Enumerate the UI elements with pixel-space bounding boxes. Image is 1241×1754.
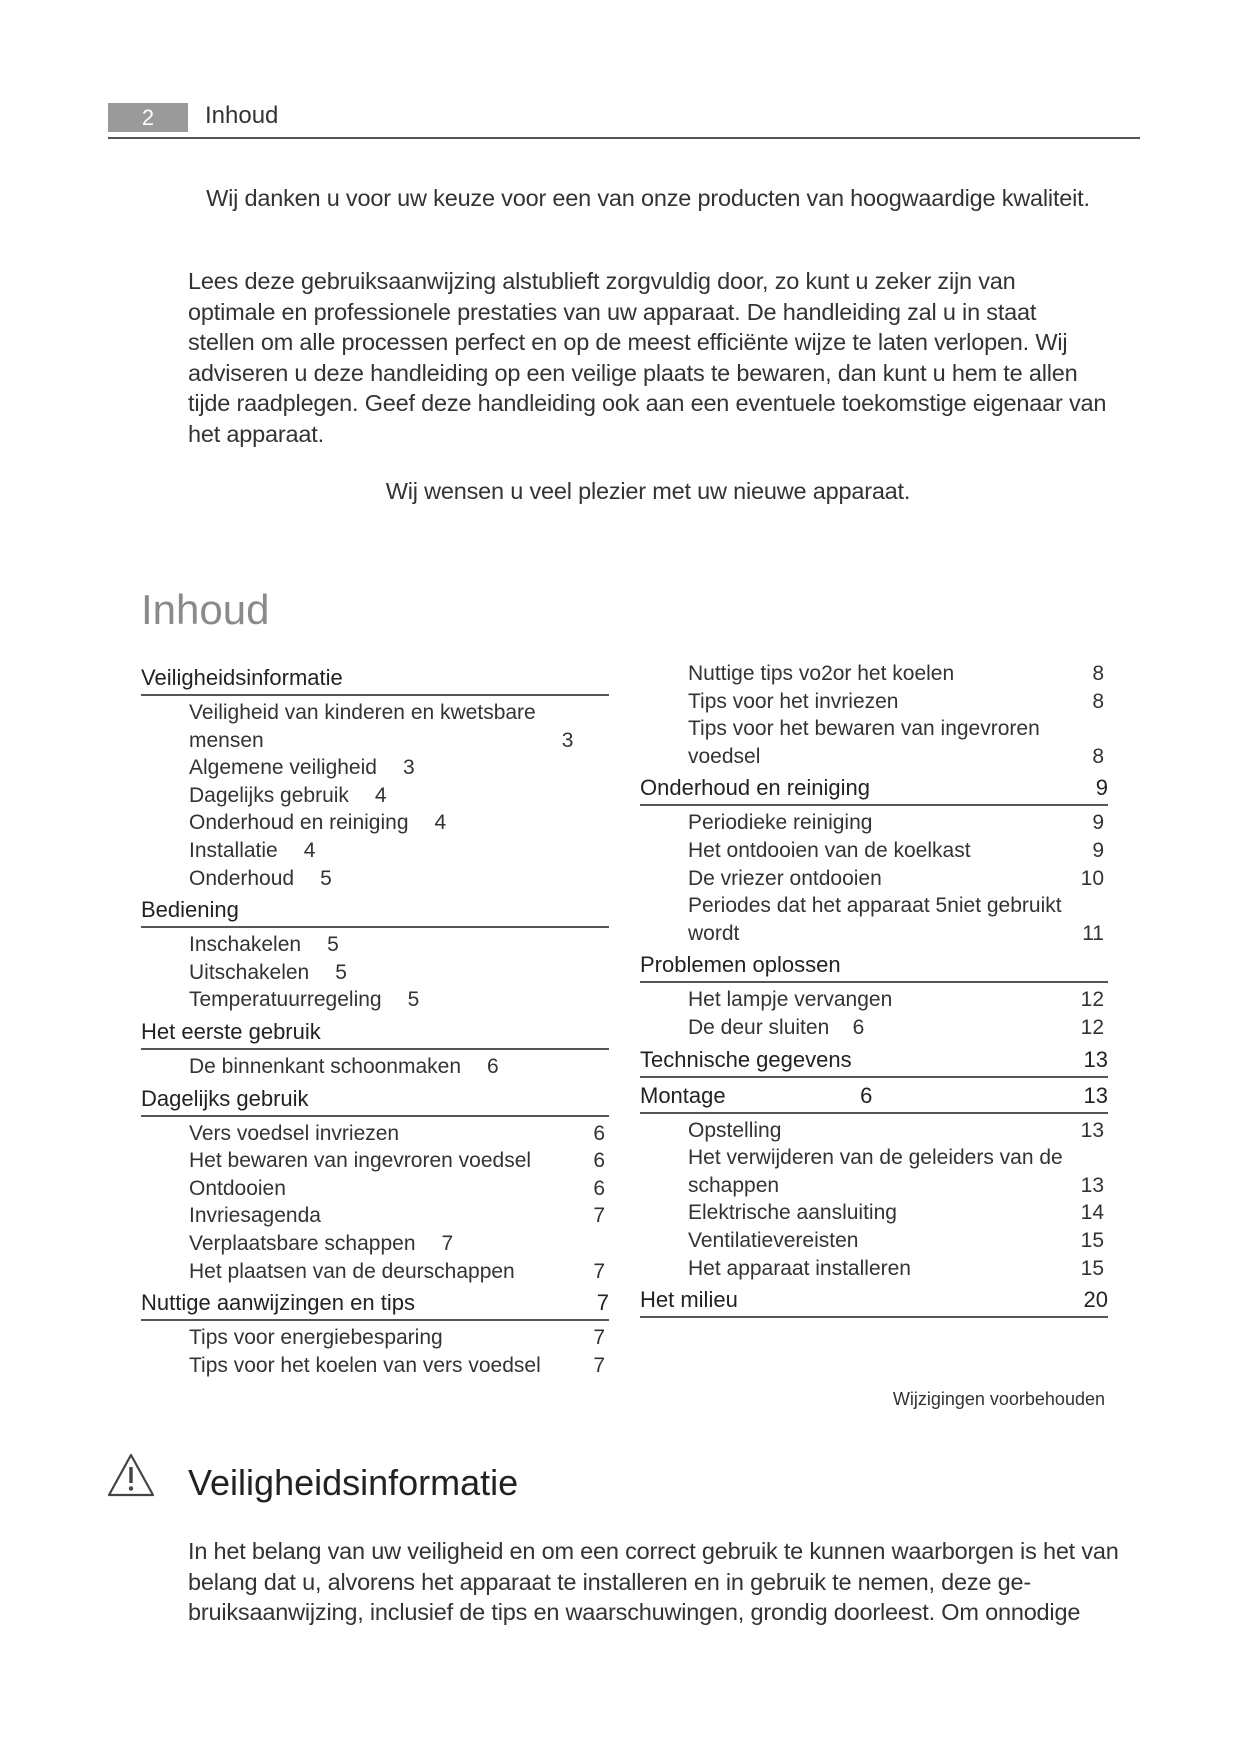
safety-body: In het belang van uw veiligheid en om een correct gebruik te kunnen waarborgen is het van belang dat u, alvorens het apparaat te installeren en in gebruik te nemen, deze ge-bruiksaanwijzing, inclusief de tips en waarschuwingen, grondig doorleest. Om onnodige bbox=[188, 1538, 1119, 1625]
toc-section[interactable] bbox=[640, 1286, 1108, 1318]
toc-page-number: 5 bbox=[335, 960, 347, 984]
toc-label: Nuttige tips vo2or het koelen bbox=[688, 662, 955, 685]
toc-label: Nuttige aanwijzingen en tips bbox=[141, 1290, 415, 1316]
toc-section[interactable] bbox=[640, 951, 1108, 983]
toc-label: Het ontdooien van de koelkast bbox=[688, 838, 971, 862]
toc-right-column bbox=[640, 660, 1108, 1321]
changes-note: Wijzigingen voorbehouden bbox=[892, 1389, 1105, 1409]
toc-page-number: 20 bbox=[1083, 1287, 1108, 1313]
toc-label: Veiligheid van kinderen en kwetsbare mensen bbox=[189, 701, 536, 752]
toc-label: Uitschakelen bbox=[189, 960, 310, 984]
toc-label: Problemen oplossen bbox=[640, 952, 841, 978]
toc-entry[interactable] bbox=[141, 1258, 609, 1286]
toc-page-number: 7 bbox=[596, 1290, 609, 1316]
intro-wish: Wij wensen u veel plezier met uw nieuwe apparaat. bbox=[385, 478, 911, 504]
toc-page-number: 8 bbox=[1092, 744, 1104, 768]
toc-label: Algemene veiligheid bbox=[189, 756, 377, 780]
toc-page-number: 7 bbox=[593, 1326, 605, 1350]
toc-page-number: 6 bbox=[593, 1176, 605, 1200]
toc-label: Onderhoud bbox=[189, 866, 295, 890]
toc-label: Het eerste gebruik bbox=[141, 1018, 321, 1044]
intro-body: Lees deze gebruiksaanwijzing alstublieft zorgvuldig door, zo kunt u zeker zijn van optimale en professionele prestaties van uw apparaat. De handleiding zal u in staat stellen om alle processen perfect en op de meest efficiënte wijze te laten verlopen. Wij adviseren u deze handleiding op een veilige plaats te bewaren, dan kunt u hem te allen tijde raadplegen. Geef deze handleiding ook aan een eventuele toekomstige eigenaar van het apparaat. bbox=[188, 268, 1107, 447]
toc-entry[interactable] bbox=[141, 782, 609, 810]
toc-page-number: 4 bbox=[303, 838, 316, 862]
toc-label: Ontdooien bbox=[189, 1176, 286, 1200]
toc-label: Dagelijks gebruik bbox=[189, 783, 349, 807]
toc-page-number: 13 bbox=[1080, 1173, 1104, 1197]
warning-triangle-icon bbox=[106, 1452, 156, 1498]
toc-entry[interactable] bbox=[640, 660, 1108, 688]
toc-page-number: 7 bbox=[593, 1259, 605, 1283]
toc-page-number: 10 bbox=[1080, 866, 1104, 890]
toc-label: Onderhoud en reiniging bbox=[640, 775, 870, 801]
toc-page-number: 4 bbox=[434, 811, 447, 835]
toc-entry[interactable] bbox=[141, 809, 609, 837]
toc-label: De deur sluiten 6 bbox=[688, 1015, 865, 1039]
toc-section[interactable] bbox=[141, 896, 609, 928]
toc-entry[interactable] bbox=[640, 1144, 1108, 1199]
toc-page-number: 5 bbox=[320, 866, 332, 890]
toc-label: Vers voedsel invriezen bbox=[189, 1121, 400, 1145]
toc-entry[interactable] bbox=[640, 809, 1108, 837]
toc-section[interactable] bbox=[141, 1085, 609, 1117]
toc-label: Tips voor het bewaren van ingevroren voedsel bbox=[688, 717, 1040, 768]
toc-label: Tips voor energiebesparing bbox=[189, 1326, 443, 1350]
toc-page-number: 8 bbox=[1092, 662, 1104, 685]
toc-entry[interactable] bbox=[141, 1175, 609, 1203]
toc-entry[interactable] bbox=[141, 865, 609, 893]
toc-label: Het milieu bbox=[640, 1287, 738, 1313]
toc-label: Het lampje vervangen bbox=[688, 988, 893, 1012]
toc-label: Het plaatsen van de deurschappen bbox=[189, 1259, 515, 1283]
toc-label: De vriezer ontdooien bbox=[688, 866, 882, 890]
toc-entry[interactable] bbox=[141, 959, 609, 987]
toc-label: Bediening bbox=[141, 897, 239, 923]
toc-entry[interactable] bbox=[141, 931, 609, 959]
toc-page-number: 9 bbox=[1095, 775, 1108, 801]
toc-section[interactable] bbox=[640, 774, 1108, 806]
toc-page-number: 15 bbox=[1080, 1228, 1104, 1252]
toc-entry[interactable] bbox=[141, 1324, 609, 1352]
toc-entry[interactable] bbox=[640, 1014, 1108, 1042]
header-title: Inhoud bbox=[205, 102, 279, 129]
toc-section[interactable] bbox=[640, 1046, 1108, 1078]
toc-page-number: 11 bbox=[1082, 921, 1104, 945]
toc-page-number: 7 bbox=[593, 1204, 605, 1228]
toc-label: Het bewaren van ingevroren voedsel bbox=[189, 1149, 532, 1173]
toc-entry[interactable] bbox=[640, 715, 1108, 770]
toc-label: Technische gegevens bbox=[640, 1046, 852, 1072]
toc-label: Onderhoud en reiniging bbox=[189, 811, 409, 835]
toc-entry[interactable] bbox=[141, 837, 609, 865]
toc-left-column bbox=[141, 660, 609, 1379]
toc-label: Het verwijderen van de geleiders van de schappen bbox=[688, 1146, 1063, 1197]
toc-entry[interactable] bbox=[141, 1147, 609, 1175]
toc-entry[interactable] bbox=[141, 699, 609, 754]
toc-label: Montage 6 bbox=[640, 1082, 873, 1108]
toc-label: Tips voor het koelen van vers voedsel bbox=[189, 1353, 541, 1377]
toc-label: Verplaatsbare schappen bbox=[189, 1231, 416, 1255]
toc-entry[interactable] bbox=[141, 1230, 609, 1258]
toc-label: Dagelijks gebruik bbox=[141, 1085, 309, 1111]
header-divider bbox=[108, 137, 1140, 139]
toc-label: De binnenkant schoonmaken bbox=[189, 1054, 462, 1078]
toc-page-number: 3 bbox=[402, 756, 415, 780]
toc-label: Veiligheidsinformatie bbox=[141, 665, 343, 690]
toc-page-number: 14 bbox=[1080, 1201, 1104, 1225]
toc-entry[interactable] bbox=[141, 754, 609, 782]
toc-page-number: 13 bbox=[1083, 1046, 1108, 1072]
toc-entry[interactable] bbox=[640, 837, 1108, 865]
toc-label: Periodes dat het apparaat 5niet gebruikt wordt bbox=[688, 894, 1062, 945]
toc-label: Installatie bbox=[189, 838, 278, 862]
toc-label: Elektrische aansluiting bbox=[688, 1201, 897, 1225]
toc-section[interactable] bbox=[141, 664, 609, 696]
toc-entry[interactable] bbox=[640, 1255, 1108, 1283]
toc-section[interactable] bbox=[640, 1082, 1108, 1114]
toc-label: Ventilatievereisten bbox=[688, 1228, 859, 1252]
toc-label: Invriesagenda bbox=[189, 1204, 321, 1228]
toc-page-number: 5 bbox=[407, 988, 420, 1012]
toc-page-number: 7 bbox=[593, 1353, 605, 1377]
toc-label: Periodieke reiniging bbox=[688, 811, 873, 835]
toc-page-number: 6 bbox=[487, 1054, 499, 1078]
intro-thanks: Wij danken u voor uw keuze voor een van onze producten van hoogwaardige kwaliteit. bbox=[206, 185, 1090, 211]
toc-entry[interactable] bbox=[141, 1053, 609, 1081]
toc-page-number: 13 bbox=[1083, 1082, 1108, 1108]
toc-page-number: 15 bbox=[1080, 1256, 1104, 1280]
toc-page-number: 12 bbox=[1080, 988, 1104, 1012]
toc-label: Temperatuurregeling bbox=[189, 988, 382, 1012]
toc-title: Inhoud bbox=[141, 586, 270, 633]
toc-entry[interactable] bbox=[141, 1120, 609, 1148]
toc-page-number: 9 bbox=[1092, 838, 1104, 862]
section-title: Veiligheidsinformatie bbox=[188, 1462, 519, 1503]
toc-section[interactable] bbox=[141, 1289, 609, 1321]
toc-entry[interactable] bbox=[640, 688, 1108, 716]
page-number-badge: 2 bbox=[108, 103, 188, 132]
toc-label: Opstelling bbox=[688, 1118, 782, 1142]
toc-label: Inschakelen bbox=[189, 933, 302, 957]
toc-entry[interactable] bbox=[640, 1117, 1108, 1145]
toc-page-number: 6 bbox=[593, 1121, 605, 1145]
toc-page-number: 8 bbox=[1092, 689, 1104, 713]
toc-page-number: 6 bbox=[593, 1149, 605, 1173]
toc-entry[interactable] bbox=[141, 1202, 609, 1230]
toc-page-number: 3 bbox=[561, 728, 574, 752]
toc-page-number: 12 bbox=[1080, 1015, 1104, 1039]
toc-entry[interactable] bbox=[640, 865, 1108, 893]
toc-page-number: 4 bbox=[374, 783, 387, 807]
toc-page-number: 5 bbox=[327, 933, 339, 957]
toc-page-number: 7 bbox=[441, 1231, 454, 1255]
toc-page-number: 9 bbox=[1092, 811, 1104, 835]
toc-label: Het apparaat installeren bbox=[688, 1256, 911, 1280]
toc-entry[interactable] bbox=[640, 1227, 1108, 1255]
toc-label: Tips voor het invriezen bbox=[688, 689, 899, 713]
toc-entry[interactable] bbox=[640, 986, 1108, 1014]
toc-entry[interactable] bbox=[141, 986, 609, 1014]
toc-entry[interactable] bbox=[640, 1199, 1108, 1227]
toc-section[interactable] bbox=[141, 1018, 609, 1050]
toc-entry[interactable] bbox=[640, 892, 1108, 947]
toc-page-number: 13 bbox=[1080, 1118, 1104, 1142]
toc-entry[interactable] bbox=[141, 1352, 609, 1380]
